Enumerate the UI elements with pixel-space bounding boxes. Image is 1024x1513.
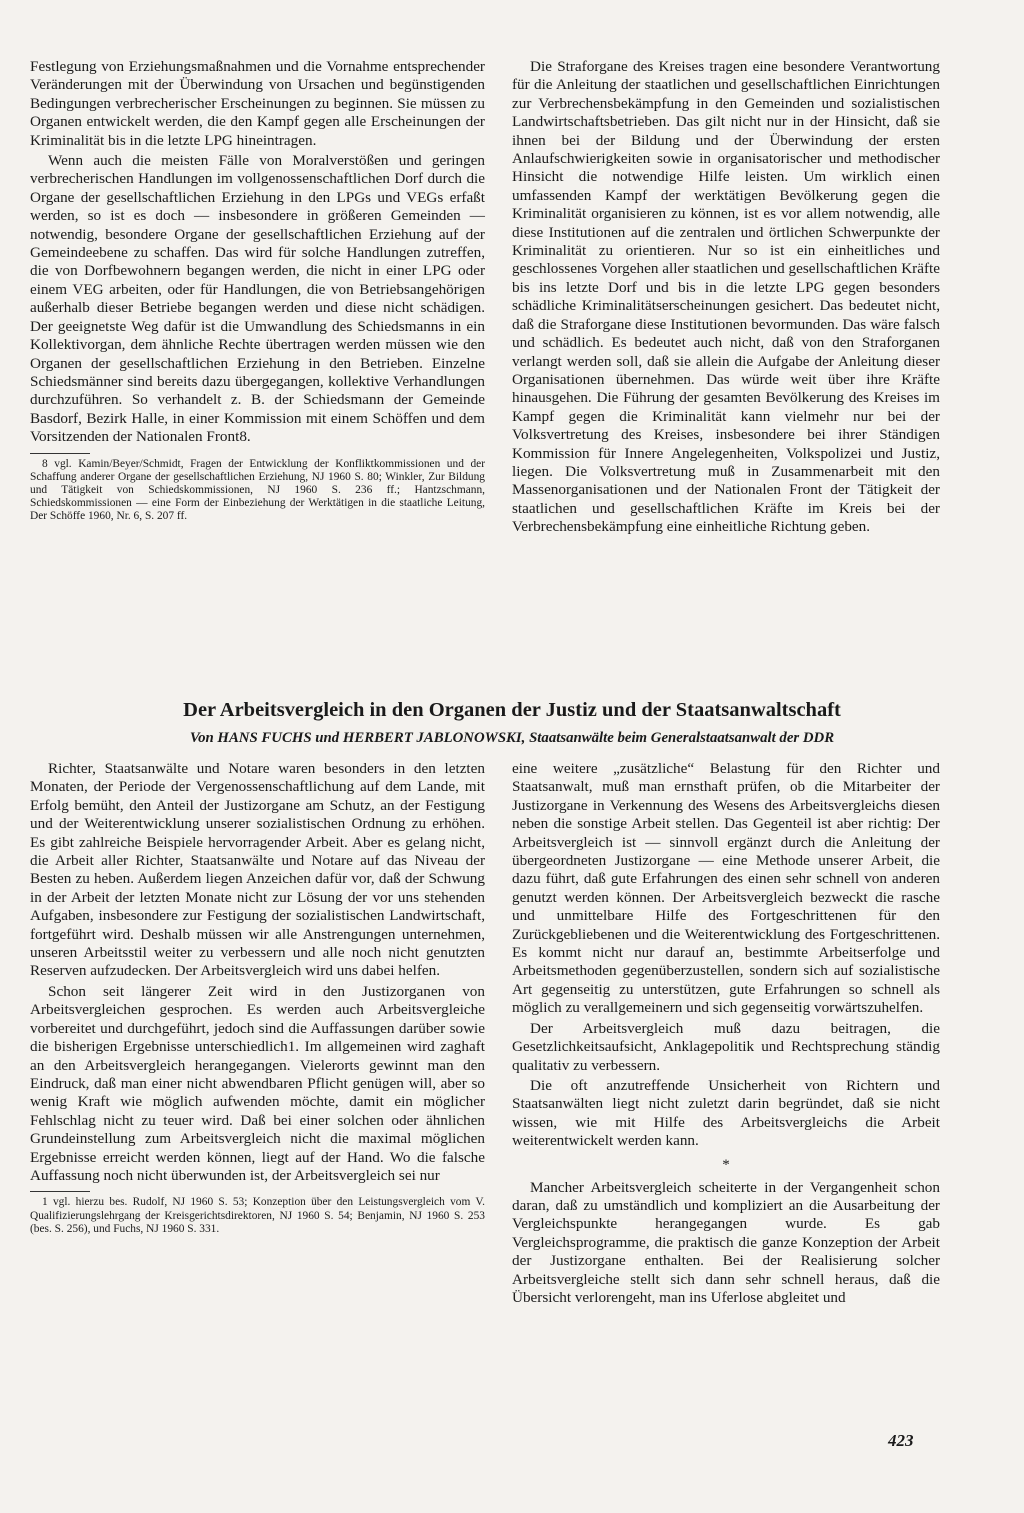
section-separator: * xyxy=(722,1156,730,1173)
bottom-left-column xyxy=(30,760,485,1236)
footnote: 1 vgl. hierzu bes. Rudolf, NJ 1960 S. 53; Konzeption über den Leistungsvergleich vom V. Qualifizierungslehrgang der Kreisgerichtsdirektoren, NJ 1960 S. 54; Benjamin, NJ 1960 S. 253 (bes. S. 256), und Fuchs, NJ 1960 S. 331. xyxy=(30,1196,485,1235)
body-paragraph: Die Straforgane des Kreises tragen eine besondere Verantwortung für die Anleitung der staatlichen und gesellschaftlichen Einrichtungen zur Verbrechensbekämpfung in den Gemeinden und sozialistischen Landwirtschaftsbetrieben. Das gilt nicht nur in der Hinsicht, daß sie ihnen bei der Bildung und der Überwindung der ersten Anlaufschwierigkeiten sowie in organisatorischer und methodischer Hinsicht die notwendige Hilfe leisten. Um wirklich einen umfassenden Kampf der werktätigen Bevölkerung gegen die Kriminalität organisieren zu können, ist es vor allem notwendig, alle diese Institutionen auf die zentralen und örtlichen Schwerpunkte der Kriminalität zu orientieren. Nur so ist ein einheitliches und geschlossenes Vorgehen aller staatlichen und gesellschaftlichen Kräfte bis ins letzte Dorf und bis in die letzte LPG gegen besonders schädliche Kriminalitätserscheinungen gesichert. Das bedeutet nicht, daß die Straforgane diese Institutionen bevormunden. Das wäre falsch und schädlich. Es bedeutet auch nicht, daß von den Straforganen verlangt werden soll, daß sie allein die Aufgabe der Anleitung dieser Organisationen übernehmen. Das würde weit über ihre Kräfte hinausgehen. Die Führung der gesamten Bevölkerung des Kreises im Kampf gegen die Kriminalität kann vielmehr nur bei der Volksvertretung des Kreises, insbesondere bei ihrer Ständigen Kommission für Innere Angelegenheiten, Volkspolizei und Justiz, liegen. Die Volksvertretung muß in Zusammenarbeit mit den Massenorganisationen und der Nationalen Front der Tätigkeit der staatlichen und gesellschaftlichen Kräfte im Kreis bei der Verbrechensbekämpfung eine einheitliche Richtung geben. xyxy=(512,58,940,536)
bottom-right-column xyxy=(512,760,940,1307)
body-paragraph: Festlegung von Erziehungsmaßnahmen und die Vornahme entsprechender Veränderungen mit der Überwindung von Ursachen und begünstigenden Bedingungen verbrecherischer Erscheinungen zu beginnen. Sie müssen zu Organen entwickelt werden, die den Kampf gegen alle Erscheinungen der Kriminalität bis in die letzte LPG hineintragen. xyxy=(30,58,485,149)
body-paragraph: Wenn auch die meisten Fälle von Moralverstößen und geringen verbrecherischen Handlungen im vollgenossenschaftlichen Dorf durch die Organe der gesellschaftlichen Erziehung in den LPGs und VEGs erfaßt werden, so ist es doch — insbesondere in größeren Gemeinden — notwendig, besondere Organe der gesellschaftlichen Erziehung auf der Gemeindeebene zu schaffen. Das wird für solche Handlungen zutreffen, die von Dorfbewohnern begangen werden, die nicht in einer LPG oder einem VEG arbeiten, oder für Handlungen, die von Betriebsangehörigen außerhalb dieser Betriebe begangen werden und diese nicht schädigen. Der geeignetste Weg dafür ist die Umwandlung des Schiedsmanns in ein Kollektivorgan, dem ähnliche Rechte übertragen werden müssen wie den Organen der gesellschaftlichen Erziehung in den Betrieben. Einzelne Schiedsmänner sind bereits dazu übergegangen, kollektive Verhandlungen durchzuführen. So verhandelt z. B. der Schiedsmann der Gemeinde Basdorf, Bezirk Halle, in einer Kommission mit einem Schöffen und dem Vorsitzenden der Nationalen Front8. xyxy=(30,152,485,446)
footnote: 8 vgl. Kamin/Beyer/Schmidt, Fragen der Entwicklung der Konfliktkommissionen und der Schaffung anderer Organe der gesellschaftlichen Erziehung, NJ 1960 S. 80; Winkler, Zur Bildung und Tätigkeit von Schiedskommissionen, NJ 1960 S. 236 ff.; Hantzschmann, Schiedskommissionen — eine Form der Einbeziehung der Werktätigen in die staatliche Leitung, Der Schöffe 1960, Nr. 6, S. 207 ff. xyxy=(30,457,485,523)
body-paragraph: Der Arbeitsvergleich muß dazu beitragen, die Gesetzlichkeitsaufsicht, Anklagepolitik und Rechtsprechung ständig qualitativ zu verbessern. xyxy=(512,1019,940,1074)
article-byline: Von HANS FUCHS und HERBERT JABLONOWSKI, Staatsanwälte beim Generalstaatsanwalt der DDR xyxy=(189,730,835,746)
body-paragraph: Die oft anzutreffende Unsicherheit von Richtern und Staatsanwälten liegt nicht zuletzt darin begründet, daß sie nicht wissen, wie mit Hilfe des Arbeitsvergleichs die Arbeit weiterentwickelt werden kann. xyxy=(512,1076,940,1150)
body-paragraph: eine weitere „zusätzliche“ Belastung für den Richter und Staatsanwalt, muß man ernsthaft prüfen, ob die Mitarbeiter der Justizorgane in Verkennung des Wesens des Arbeitsvergleichs diesen neben die sonstige Arbeit stellen. Das Gegenteil ist aber richtig: Der Arbeitsvergleich ist — sinnvoll ergänzt durch die Anleitung der übergeordneten Justizorgane — eine Methode unserer Arbeit, die dazu führt, daß gute Erfahrungen des einen sehr schnell von anderen genutzt werden können. Der Arbeitsvergleich bezweckt die rasche und unmittelbare Hilfe des Fortgeschrittenen für den Zurückgebliebenen und die Weiterentwicklung des Fortgeschrittenen. Es kommt nicht nur darauf an, bestimmte Arbeitserfolge und Arbeitsmethoden gegenüberzustellen, sondern sich auf sozialistische Art gegenseitig zu unterstützen, gute Erfahrungen so schnell als möglich zu verallgemeinern und sich gegenseitig vorwärtszuhelfen. xyxy=(512,760,940,1017)
footnote-divider xyxy=(30,1191,90,1192)
body-paragraph: Schon seit längerer Zeit wird in den Justizorganen von Arbeitsvergleichen gesprochen. Es werden auch Arbeitsvergleiche vorbereitet und durchgeführt, jedoch sind die Auffassungen darüber sowie die bisherigen Ergebnisse unterschiedlich1. Im allgemeinen wird zaghaft an den Arbeitsvergleich herangegangen. Vielerorts gewinnt man den Eindruck, daß man einer nicht abwendbaren Pflicht genügen will, aber so wenig Kraft wie möglich aufwenden möchte, damit ein möglicher Fehlschlag nicht zu teuer wird. Daß bei einer solchen oder ähnlichen Grundeinstellung zum Arbeitsvergleich nicht die maximal möglichen Ergebnisse erreicht werden können, liegt auf der Hand. Wo die falsche Auffassung noch nicht überwunden ist, der Arbeitsvergleich sei nur xyxy=(30,982,485,1184)
body-paragraph: Richter, Staatsanwälte und Notare waren besonders in den letzten Monaten, der Periode der Vergenossenschaftlichung auf dem Lande, mit Erfolg bemüht, den Anteil der Justizorgane am Schutz, an der Festigung und der Weiterentwicklung unserer sozialistischen Ordnung zu erhöhen. Es gibt zahlreiche Beispiele hervorragender Arbeit. Aber es gelang nicht, die Arbeit aller Richter, Staatsanwälte und Notare auf das Niveau der Besten zu heben. Außerdem liegen Anzeichen dafür vor, daß der Schwung in der Arbeit der letzten Monate nicht zur Lösung der vor uns stehenden Aufgaben, insbesondere zur Festigung der sozialistischen Landwirtschaft, fortgeführt wird. Deshalb müssen wir alle Anstrengungen unternehmen, unseren Arbeitsstil weiter zu verbessern und alle noch nicht genutzten Reserven aufzudecken. Der Arbeitsvergleich wird uns dabei helfen. xyxy=(30,760,485,980)
article-title: Der Arbeitsvergleich in den Organen der Justiz und der Staatsanwaltschaft xyxy=(183,699,841,721)
top-left-column xyxy=(30,58,485,524)
footnote-divider xyxy=(30,453,90,454)
body-paragraph: Mancher Arbeitsvergleich scheiterte in der Vergangenheit schon daran, daß zu umständlich und kompliziert an die Ausarbeitung der Vergleichspunkte herangegangen wurde. Es gab Vergleichsprogramme, die praktisch die ganze Konzeption der Arbeit der Justizorgane enthalten. Bei der Realisierung solcher Arbeitsvergleiche stellt sich dann sehr schnell heraus, daß die Übersicht verlorengeht, man ins Uferlose abgleitet und xyxy=(512,1178,940,1306)
top-right-column xyxy=(512,58,940,537)
page-number: 423 xyxy=(888,1431,914,1450)
